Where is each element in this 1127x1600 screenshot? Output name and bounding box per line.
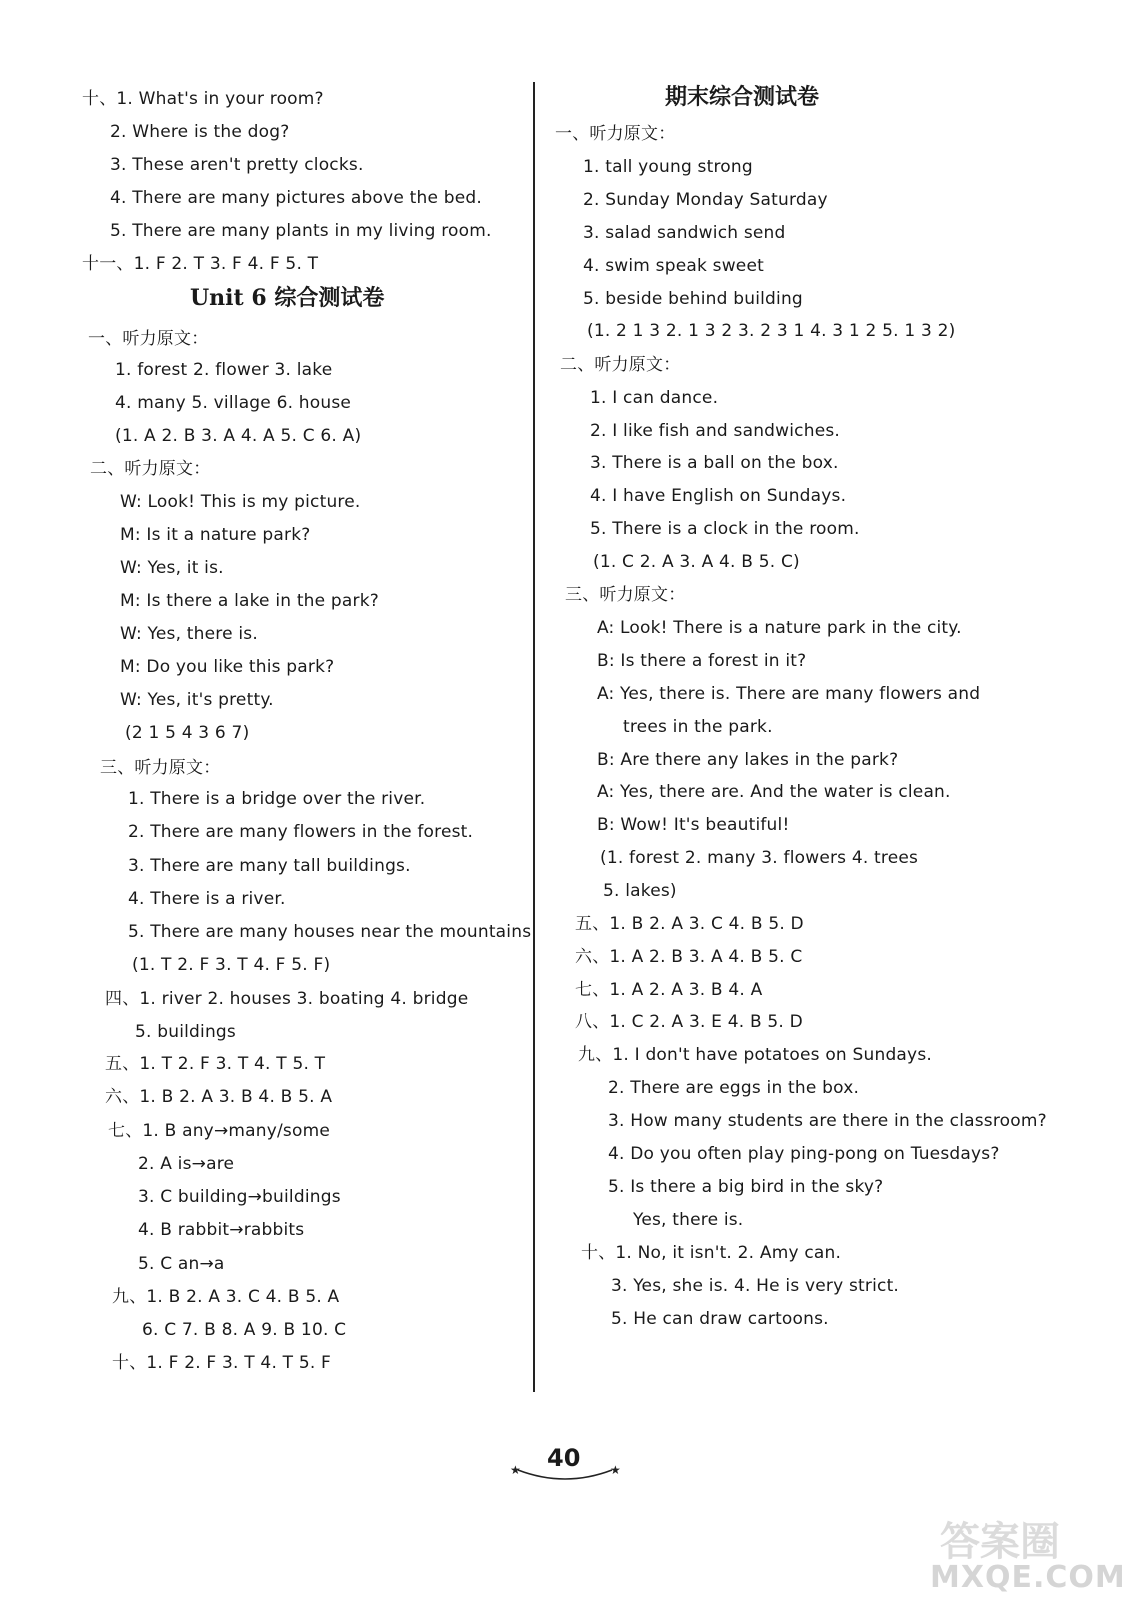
answer-line: Yes, there is. — [633, 1210, 744, 1230]
answer-line: 2. There are many flowers in the forest. — [128, 822, 474, 842]
dialogue-line: B: Wow! It's beautiful! — [597, 815, 790, 835]
dialogue-line: W: Yes, it is. — [120, 558, 224, 578]
answer-line: 十、1. No, it isn't. 2. Amy can. — [581, 1243, 842, 1263]
answer-line: (1. forest 2. many 3. flowers 4. trees — [600, 848, 919, 868]
svg-text:★: ★ — [610, 1463, 621, 1477]
answer-line: 3. C building→buildings — [138, 1187, 341, 1207]
answer-line: 五、1. B 2. A 3. C 4. B 5. D — [575, 914, 804, 934]
section-label: 三、听力原文： — [100, 758, 221, 778]
answer-line: 七、1. A 2. A 3. B 4. A — [575, 980, 763, 1000]
answer-line: 十、1. F 2. F 3. T 4. T 5. F — [112, 1353, 332, 1373]
section-label: 二、听力原文： — [90, 459, 211, 479]
section-label: 三、听力原文： — [565, 585, 686, 605]
answer-line: 4. many 5. village 6. house — [115, 393, 352, 413]
svg-text:★: ★ — [510, 1463, 521, 1477]
answer-line: 5. There is a clock in the room. — [590, 519, 860, 539]
section-label: 二、听力原文： — [560, 355, 681, 375]
watermark-logo: 答案圈 — [940, 1519, 1060, 1565]
answer-line: 2. There are eggs in the box. — [608, 1078, 860, 1098]
answer-line: 1. forest 2. flower 3. lake — [115, 360, 333, 380]
dialogue-line: W: Yes, there is. — [120, 624, 258, 644]
watermark — [930, 1510, 1126, 1595]
dialogue-line: M: Is there a lake in the park? — [120, 591, 379, 611]
answer-line: 1. tall young strong — [583, 157, 753, 177]
answer-line: 3. salad sandwich send — [583, 223, 786, 243]
answer-line: 2. Sunday Monday Saturday — [583, 190, 828, 210]
column-divider — [533, 82, 535, 1392]
dialogue-line: W: Yes, it's pretty. — [120, 690, 274, 710]
answer-line: (1. T 2. F 3. T 4. F 5. F) — [132, 955, 331, 975]
answer-line: 3. These aren't pretty clocks. — [110, 155, 364, 175]
dialogue-line: B: Are there any lakes in the park? — [597, 750, 899, 770]
section-label: 一、听力原文： — [88, 329, 209, 349]
watermark-site: MXQE.COM — [930, 1560, 1126, 1595]
answer-line: 4. B rabbit→rabbits — [138, 1220, 305, 1240]
answer-line: 2. Where is the dog? — [110, 122, 290, 142]
answer-line: 五、1. T 2. F 3. T 4. T 5. T — [105, 1054, 326, 1074]
answer-line: 六、1. A 2. B 3. A 4. B 5. C — [575, 947, 803, 967]
dialogue-line: W: Look! This is my picture. — [120, 492, 361, 512]
answer-line: 七、1. B any→many/some — [108, 1121, 331, 1141]
dialogue-line: trees in the park. — [623, 717, 773, 737]
answer-line: 5. Is there a big bird in the sky? — [608, 1177, 884, 1197]
answer-line: 5. C an→a — [138, 1254, 225, 1274]
answer-line: 5. beside behind building — [583, 289, 803, 309]
answer-line: 四、1. river 2. houses 3. boating 4. bridge — [105, 989, 469, 1009]
answer-line: (1. C 2. A 3. A 4. B 5. C) — [593, 552, 800, 572]
dialogue-line: M: Do you like this park? — [120, 657, 335, 677]
answer-line: 4. Do you often play ping-pong on Tuesdays? — [608, 1144, 1000, 1164]
answer-line: 十、1. What's in your room? — [82, 89, 324, 109]
answer-line: 3. How many students are there in the classroom? — [608, 1111, 1047, 1131]
answer-line: 6. C 7. B 8. A 9. B 10. C — [142, 1320, 347, 1340]
answer-line: 八、1. C 2. A 3. E 4. B 5. D — [575, 1012, 803, 1032]
answer-line: 九、1. B 2. A 3. C 4. B 5. A — [112, 1287, 340, 1307]
answer-line: 5. He can draw cartoons. — [611, 1309, 829, 1329]
final-exam-heading: 期末综合测试卷 — [665, 84, 820, 110]
dialogue-line: A: Look! There is a nature park in the city. — [597, 618, 962, 638]
answer-line: 3. There is a ball on the box. — [590, 453, 839, 473]
answer-line: 1. I can dance. — [590, 388, 719, 408]
dialogue-line: A: Yes, there is. There are many flowers and — [597, 684, 981, 704]
answer-line: 4. swim speak sweet — [583, 256, 764, 276]
answer-line: 5. buildings — [135, 1022, 236, 1042]
answer-line: 5. There are many houses near the mountains. — [128, 922, 537, 942]
answer-line: 5. There are many plants in my living room. — [110, 221, 492, 241]
answer-line: 十一、1. F 2. T 3. F 4. F 5. T — [82, 254, 319, 274]
answer-line: 1. There is a bridge over the river. — [128, 789, 426, 809]
page-number: 40 — [547, 1444, 581, 1472]
section-label: 一、听力原文： — [555, 124, 676, 144]
unit6-heading: Unit 6 综合测试卷 — [190, 285, 385, 311]
answer-line: 2. A is→are — [138, 1154, 235, 1174]
dialogue-line: A: Yes, there are. And the water is clean. — [597, 782, 951, 802]
answer-line: (1. 2 1 3 2. 1 3 2 3. 2 3 1 4. 3 1 2 5. 1 3 2) — [587, 321, 956, 341]
answer-line: 5. lakes) — [603, 881, 677, 901]
dialogue-line: M: Is it a nature park? — [120, 525, 311, 545]
page-ornament-icon — [508, 1462, 623, 1484]
answer-line: 2. I like fish and sandwiches. — [590, 421, 841, 441]
answer-line: (1. A 2. B 3. A 4. A 5. C 6. A) — [115, 426, 362, 446]
dialogue-line: B: Is there a forest in it? — [597, 651, 807, 671]
answer-line: (2 1 5 4 3 6 7) — [125, 723, 250, 743]
answer-line: 九、1. I don't have potatoes on Sundays. — [578, 1045, 932, 1065]
answer-line: 4. There are many pictures above the bed. — [110, 188, 482, 208]
answer-line: 3. There are many tall buildings. — [128, 856, 411, 876]
answer-line: 4. I have English on Sundays. — [590, 486, 847, 506]
answer-line: 3. Yes, she is. 4. He is very strict. — [611, 1276, 900, 1296]
answer-line: 六、1. B 2. A 3. B 4. B 5. A — [105, 1087, 333, 1107]
answer-line: 4. There is a river. — [128, 889, 286, 909]
